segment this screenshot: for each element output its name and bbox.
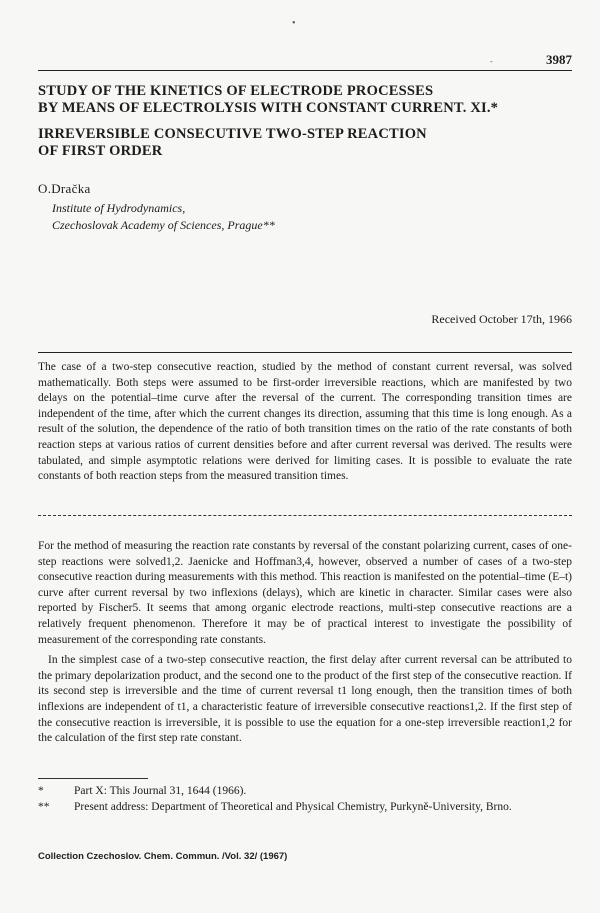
journal-citation-footer: Collection Czechoslov. Chem. Commun. /Vol. 32/ (1967) [38, 851, 288, 862]
footnote-text-1: Part X: This Journal 31, 1644 (1966). [74, 785, 247, 797]
author-name: O.Dračka [38, 181, 91, 196]
subtitle-line-2: OF FIRST ORDER [38, 143, 163, 159]
abstract-text: The case of a two-step consecutive reaction, studied by the method of constant current reversal, was solved mathematically. Both steps were assumed to be first-order irreversible reactions, which are manifested by two delays on the potential–time curve after the reversal of the current. The corresponding transition times are independent of the time, after which the current changes its direction, assuming that this time is long enough. As a result of the solution, the dependence of the ratio of both transition times on the ratio of the rate constants of both reaction steps at various ratios of current densities before and after current reversal was derived. The results were tabulated, and simple asymptotic relations were derived for limiting cases. It is possible to evaluate the rate constants of both reaction steps from the measured transition times. [38, 361, 572, 483]
body-paragraph-2: In the simplest case of a two-step consecutive reaction, the first delay after current reversal can be attributed to the primary depolarization product, and the second one to the product of the first step of the consecutive reaction. If its second step is irreversible and the time of current reversal t1 long enough, then the transition times of both inflexions are independent of t1, a characteristic feature of irreversible consecutive reactions1,2. If the first step of the consecutive reaction is irreversible, it is possible to use the equation for a one-step irreversible reaction1,2 for the calculation of the first step rate constant. [38, 654, 572, 745]
subtitle-line-1: IRREVERSIBLE CONSECUTIVE TWO-STEP REACTION [38, 126, 427, 142]
article-title [38, 83, 568, 117]
body-text [38, 539, 572, 752]
header-rule [38, 70, 572, 71]
affiliation-line-1: Institute of Hydrodynamics, [52, 201, 186, 215]
page-number: 3987 [546, 52, 572, 67]
footnotes [38, 784, 572, 815]
footnote-text-2: Present address: Department of Theoretical and Physical Chemistry, Purkyně-University, Brno. [74, 800, 512, 813]
title-line-2: BY MEANS OF ELECTROLYSIS WITH CONSTANT CURRENT. XI.* [38, 100, 499, 116]
received-date: Received October 17th, 1966 [431, 312, 572, 326]
footnote-mark-1: * [38, 785, 44, 797]
article-subtitle [38, 126, 568, 160]
scan-tick-mark: - [490, 57, 493, 66]
footnote-mark-2: ** [38, 800, 50, 813]
footnote-2 [38, 800, 572, 816]
abstract-top-rule [38, 352, 572, 353]
author-affiliation [52, 200, 552, 234]
abstract-bottom-rule [38, 515, 572, 516]
body-paragraph-1: For the method of measuring the reaction rate constants by reversal of the constant polarizing current, cases of one-step reactions were solved1,2. Jaenicke and Hoffman3,4, however, observed a number of cases of a two-step consecutive reaction during measurements with this method. This reaction is manifested on the potential–time (E–t) curve after current reversal by two inflexions (delays), which are kinetic in character. Similar cases were also reported by Fischer5. It seems that among organic electrode reactions, multi-step consecutive reactions are a relatively frequent phenomenon. Therefore it may be of practical interest to investigate the possibility of measurement of the corresponding rate constants. [38, 540, 572, 646]
footnote-rule [38, 778, 148, 779]
footnote-1 [38, 784, 572, 800]
scan-dot-mark: • [292, 18, 296, 29]
affiliation-line-2: Czechoslovak Academy of Sciences, Prague** [52, 218, 275, 232]
title-line-1: STUDY OF THE KINETICS OF ELECTRODE PROCESSES [38, 83, 434, 99]
